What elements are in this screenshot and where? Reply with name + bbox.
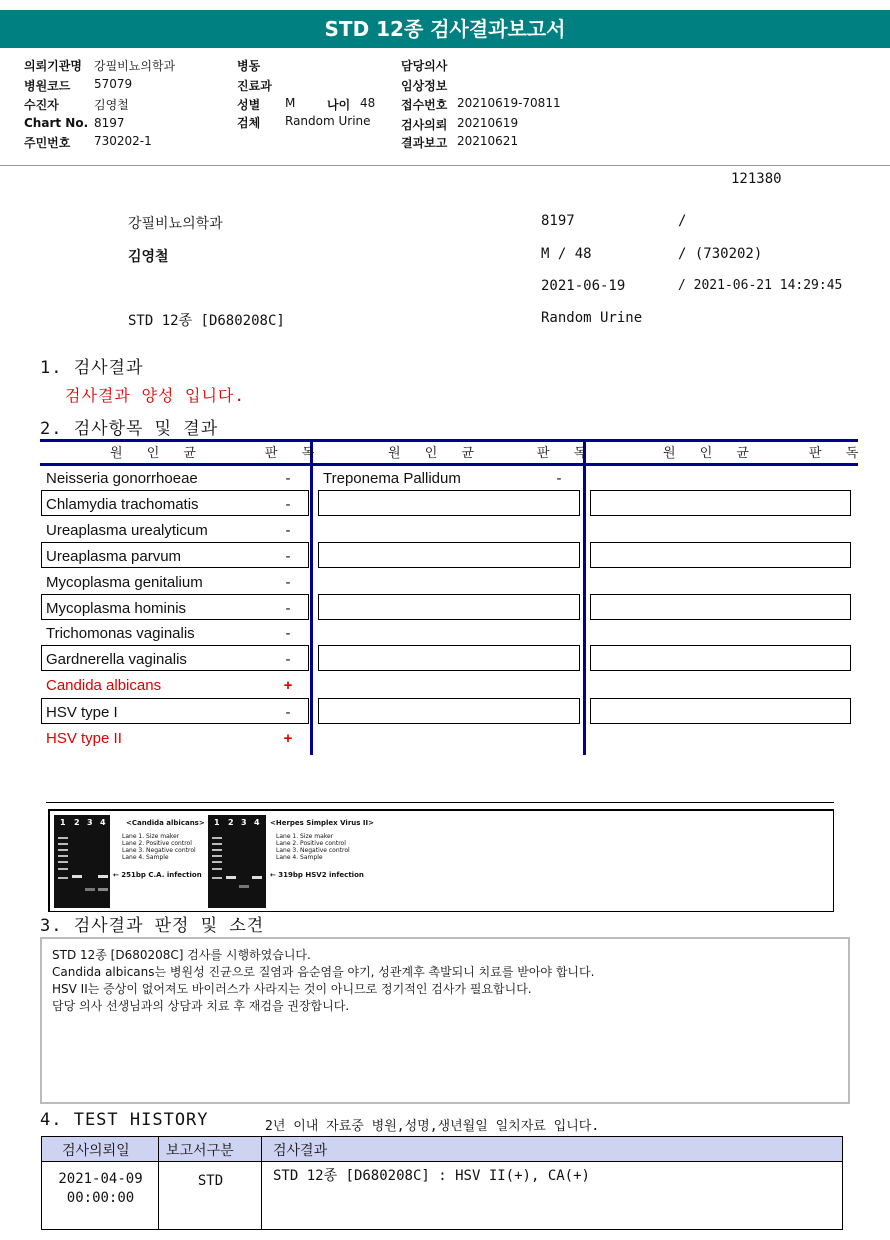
request-date-value: 20210619 — [457, 116, 519, 130]
organism-result: - — [285, 704, 291, 721]
lane-number: 1 — [60, 818, 66, 827]
organism-name: HSV type I — [46, 704, 118, 721]
ladder-band — [212, 837, 222, 839]
gel-image-1 — [54, 815, 110, 908]
report-title: STD 12종 검사결과보고서 — [0, 10, 890, 48]
organism-result: - — [285, 496, 291, 513]
gel-caption-2: <Herpes Simplex Virus II> — [270, 819, 374, 827]
lane-number: 4 — [100, 818, 106, 827]
patient-header — [0, 50, 890, 166]
summary-slash: / — [678, 213, 687, 229]
organism-result-positive: + — [283, 730, 293, 747]
organism-name: Gardnerella vaginalis — [46, 651, 187, 668]
table-divider-1 — [310, 439, 313, 755]
patient-value: 김영철 — [94, 98, 129, 112]
summary-patient: 김영철 — [128, 249, 169, 265]
history-header-result: 검사결과 — [273, 1143, 328, 1159]
sex-label: 성별 — [237, 98, 261, 112]
receipt-no-label: 접수번호 — [401, 98, 448, 112]
ladder-band — [58, 877, 68, 879]
sample-band — [98, 888, 108, 891]
sample-band — [252, 876, 262, 879]
resident-no-value: 730202-1 — [94, 134, 152, 148]
opinion-line: STD 12종 [D680208C] 검사를 시행하였습니다. — [52, 948, 311, 962]
organism-name-positive: Candida albicans — [46, 677, 162, 694]
ladder-band — [212, 877, 222, 879]
organism-name: Treponema Pallidum — [323, 470, 461, 487]
row-box — [590, 698, 851, 724]
ward-label: 병동 — [237, 59, 261, 73]
ladder-band — [58, 855, 68, 857]
opinion-line: HSV II는 증상이 없어져도 바이러스가 사라지는 것이 아니므로 정기적인 검사가 필요합니다. — [52, 982, 532, 996]
organism-result: - — [285, 600, 291, 617]
chart-no-value: 8197 — [94, 116, 125, 130]
chart-no-label: Chart No. — [24, 116, 89, 130]
col1-result-header: 판 독 — [265, 446, 325, 461]
row-box — [318, 490, 580, 516]
patient-label: 수진자 — [24, 98, 59, 112]
gel-image-2 — [208, 815, 266, 908]
organism-name: Trichomonas vaginalis — [46, 625, 195, 642]
summary-resident: / (730202) — [678, 246, 763, 262]
organism-result-positive: + — [283, 677, 293, 694]
gel-arrow-2: ← 319bp HSV2 infection — [270, 871, 364, 879]
negative-control-band — [239, 885, 249, 888]
ladder-band — [212, 861, 222, 863]
positive-result-text: 검사결과 양성 입니다. — [65, 386, 246, 405]
col3-organism-header: 원 인 균 — [663, 446, 759, 461]
ladder-band — [212, 849, 222, 851]
gel-legend: Lane 1. Size maker — [276, 833, 334, 840]
lane-number: 2 — [74, 818, 80, 827]
hospital-code-value: 57079 — [94, 77, 133, 91]
specimen-label: 검체 — [237, 116, 261, 130]
lane-number: 3 — [87, 818, 93, 827]
ladder-band — [58, 837, 68, 839]
section3-title: 3. 검사결과 판정 및 소견 — [40, 916, 265, 936]
organism-result: - — [285, 574, 291, 591]
organism-result: - — [556, 470, 562, 487]
positive-control-band — [226, 876, 236, 879]
gel-legend: Lane 3. Negative control — [122, 847, 196, 854]
age-value: 48 — [360, 96, 376, 110]
history-note: 2년 이내 자료중 병원,성명,생년월일 일치자료 입니다. — [265, 1119, 600, 1134]
hospital-code-label: 병원코드 — [24, 79, 71, 93]
col3-result-header: 판 독 — [809, 446, 869, 461]
section2-title: 2. 검사항목 및 결과 — [40, 419, 219, 439]
gel-arrow-1: ← 251bp C.A. infection — [113, 871, 202, 879]
gel-legend: Lane 1. Size maker — [122, 833, 180, 840]
summary-request-date: 2021-06-19 — [541, 278, 626, 294]
row-box — [590, 594, 851, 620]
table-header-rule — [40, 463, 858, 466]
history-table — [41, 1136, 843, 1230]
institution-label: 의뢰기관명 — [24, 59, 82, 73]
report-id-number: 121380 — [731, 171, 782, 187]
negative-control-band — [85, 888, 95, 891]
positive-control-band — [72, 875, 82, 878]
col1-organism-header: 원 인 균 — [110, 446, 206, 461]
ladder-band — [58, 849, 68, 851]
history-header-type: 보고서구분 — [166, 1143, 234, 1159]
lane-number: 2 — [228, 818, 234, 827]
history-date: 2021-04-09 — [58, 1171, 143, 1187]
ladder-band — [58, 861, 68, 863]
department-label: 진료과 — [237, 79, 272, 93]
gel-legend: Lane 2. Positive control — [122, 840, 192, 847]
organism-name-positive: HSV type II — [46, 730, 122, 747]
organism-result: - — [285, 651, 291, 668]
row-box — [590, 542, 851, 568]
doctor-label: 담당의사 — [401, 59, 448, 73]
ladder-band — [58, 843, 68, 845]
summary-report-datetime: / 2021-06-21 14:29:45 — [678, 278, 843, 293]
gel-caption-1: <Candida albicans> — [126, 819, 205, 827]
gel-legend: Lane 3. Negative control — [276, 847, 350, 854]
organism-name: Mycoplasma genitalium — [46, 574, 203, 591]
report-date-value: 20210621 — [457, 134, 519, 148]
history-type: STD — [197, 1173, 224, 1189]
institution-value: 강필비뇨의학과 — [94, 59, 176, 73]
organism-name: Ureaplasma urealyticum — [46, 522, 208, 539]
summary-test-name: STD 12종 [D680208C] — [128, 313, 285, 329]
lane-number: 3 — [241, 818, 247, 827]
resident-no-label: 주민번호 — [24, 136, 71, 150]
lane-number: 1 — [214, 818, 220, 827]
col2-result-header: 판 독 — [537, 446, 597, 461]
col2-organism-header: 원 인 균 — [388, 446, 484, 461]
gel-legend: Lane 4. Sample — [122, 854, 169, 861]
ladder-band — [212, 868, 222, 870]
organism-name: Chlamydia trachomatis — [46, 496, 199, 513]
opinion-line: 담당 의사 선생님과의 상담과 치료 후 재검을 권장합니다. — [52, 999, 350, 1013]
section1-title: 1. 검사결과 — [40, 358, 144, 378]
table-divider-2 — [583, 439, 586, 755]
gel-legend: Lane 4. Sample — [276, 854, 323, 861]
request-date-label: 검사의뢰 — [401, 118, 448, 132]
row-box — [318, 698, 580, 724]
summary-sex-age: M / 48 — [541, 246, 592, 262]
specimen-value: Random Urine — [285, 114, 371, 128]
sample-band — [98, 875, 108, 878]
history-result: STD 12종 [D680208C] : HSV II(+), CA(+) — [273, 1168, 590, 1184]
row-box — [318, 542, 580, 568]
organism-name: Mycoplasma hominis — [46, 600, 187, 617]
ladder-band — [212, 843, 222, 845]
organism-name: Neisseria gonorrhoeae — [46, 470, 198, 487]
age-label: 나이 — [327, 98, 351, 112]
report-date-label: 결과보고 — [401, 136, 448, 150]
summary-chart-no: 8197 — [541, 213, 575, 229]
gel-top-rule — [46, 802, 834, 803]
clinical-info-label: 임상정보 — [401, 79, 448, 93]
row-box — [318, 645, 580, 671]
summary-specimen: Random Urine — [541, 310, 643, 326]
lane-number: 4 — [254, 818, 260, 827]
summary-clinic: 강필비뇨의학과 — [128, 216, 223, 232]
ladder-band — [58, 868, 68, 870]
row-box — [590, 645, 851, 671]
gel-legend: Lane 2. Positive control — [276, 840, 346, 847]
receipt-no-value: 20210619-70811 — [457, 96, 561, 110]
row-box — [318, 594, 580, 620]
sex-value: M — [285, 96, 296, 110]
organism-result: - — [285, 625, 291, 642]
section4-title: 4. TEST HISTORY — [40, 1110, 209, 1130]
organism-result: - — [285, 548, 291, 565]
organism-result: - — [285, 470, 291, 487]
opinion-line: Candida albicans는 병원성 진균으로 질염과 음순염을 야기, 성관계후 촉발되니 치료를 받아야 합니다. — [52, 965, 595, 979]
organism-result: - — [285, 522, 291, 539]
opinion-box — [40, 937, 850, 1104]
ladder-band — [212, 855, 222, 857]
history-time: 00:00:00 — [66, 1190, 135, 1206]
gel-electrophoresis-image — [48, 809, 834, 912]
history-header-date: 검사의뢰일 — [62, 1143, 130, 1159]
row-box — [590, 490, 851, 516]
organism-name: Ureaplasma parvum — [46, 548, 182, 565]
